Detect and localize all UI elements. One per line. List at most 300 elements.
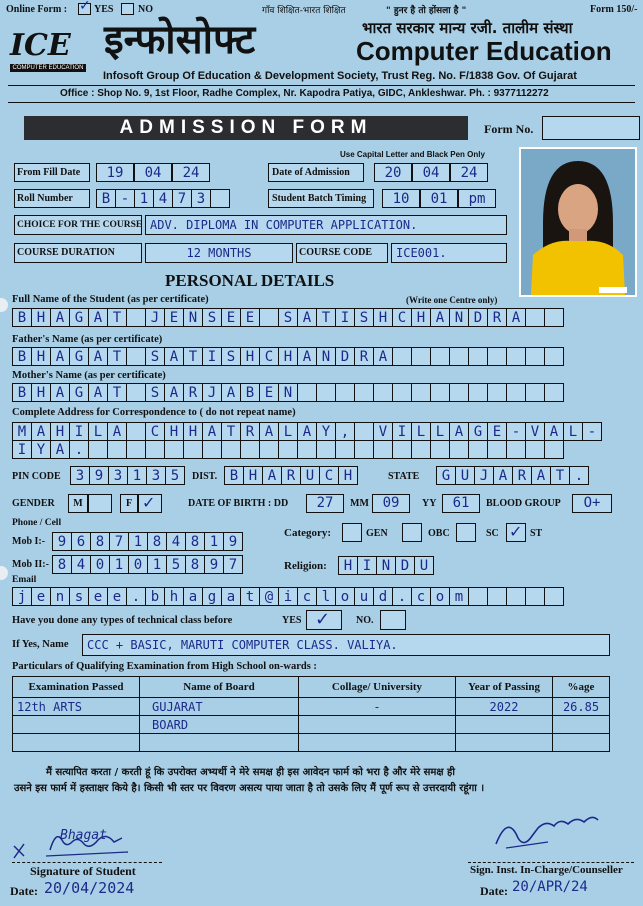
char-cell xyxy=(145,440,165,459)
course-duration-field[interactable]: 12 MONTHS xyxy=(145,243,293,263)
tech-yes-checkbox[interactable]: ✓ xyxy=(306,610,342,630)
char-cell: 9 xyxy=(89,466,109,485)
header-divider-2 xyxy=(8,102,635,103)
char-cell: L xyxy=(278,422,298,441)
char-cell: b xyxy=(145,587,165,606)
char-cell: 8 xyxy=(185,532,205,551)
char-cell xyxy=(88,440,108,459)
char-cell xyxy=(221,440,241,459)
dob-month-field[interactable]: 09 xyxy=(372,494,410,513)
religion-field[interactable] xyxy=(338,556,433,575)
char-cell: m xyxy=(449,587,469,606)
char-cell: R xyxy=(183,383,203,402)
char-cell xyxy=(430,347,450,366)
char-cell: T xyxy=(550,466,570,485)
char-cell xyxy=(202,440,222,459)
char-cell: L xyxy=(411,422,431,441)
cell-percentage[interactable] xyxy=(553,734,610,752)
char-cell: T xyxy=(221,422,241,441)
char-cell: U xyxy=(455,466,475,485)
char-cell xyxy=(544,440,564,459)
char-cell: A xyxy=(50,308,70,327)
char-cell: L xyxy=(563,422,583,441)
char-cell: A xyxy=(202,422,222,441)
personal-details-heading: PERSONAL DETAILS xyxy=(165,271,335,290)
char-cell: , xyxy=(335,422,355,441)
student-date-label: Date: xyxy=(10,884,38,898)
char-cell: H xyxy=(164,422,184,441)
form-no-label: Form No. xyxy=(484,122,534,136)
category-st-checkbox[interactable]: ✓ xyxy=(506,523,526,542)
char-cell: e xyxy=(107,587,127,606)
dob-day-field[interactable]: 27 xyxy=(306,494,344,513)
mobile-2-field[interactable] xyxy=(52,555,242,574)
char-cell xyxy=(544,587,564,606)
cell-exam[interactable] xyxy=(13,716,140,734)
char-cell: H xyxy=(31,308,51,327)
char-cell: M xyxy=(12,422,32,441)
char-cell: A xyxy=(50,440,70,459)
char-cell: 4 xyxy=(71,555,91,574)
char-cell xyxy=(164,440,184,459)
char-cell xyxy=(430,383,450,402)
online-yes-checkbox[interactable]: ✓ xyxy=(79,0,91,14)
char-cell xyxy=(354,383,374,402)
char-cell xyxy=(506,440,526,459)
cell-exam[interactable] xyxy=(13,734,140,752)
form-price: Form 150/- xyxy=(590,4,638,15)
category-obc-checkbox[interactable] xyxy=(456,523,476,542)
char-cell: l xyxy=(316,587,336,606)
char-cell xyxy=(430,440,450,459)
char-cell: J xyxy=(145,308,165,327)
char-cell: E xyxy=(240,308,260,327)
tech-yes-label: YES xyxy=(282,615,302,626)
char-cell: N xyxy=(449,308,469,327)
char-cell: . xyxy=(126,587,146,606)
char-cell xyxy=(278,440,298,459)
char-cell xyxy=(525,383,545,402)
cell-university[interactable] xyxy=(299,734,456,752)
char-cell: E xyxy=(164,308,184,327)
mobile-1-field[interactable] xyxy=(52,532,242,551)
blood-group-label: BLOOD GROUP xyxy=(486,498,561,509)
char-cell: G xyxy=(69,347,89,366)
char-cell xyxy=(525,440,545,459)
char-cell: . xyxy=(69,440,89,459)
char-cell: H xyxy=(411,308,431,327)
cell-percentage[interactable] xyxy=(553,716,610,734)
char-cell: A xyxy=(430,308,450,327)
category-obc-spacer xyxy=(402,523,422,542)
char-cell: 8 xyxy=(52,555,72,574)
dob-label: DATE OF BIRTH : DD xyxy=(188,498,289,509)
char-cell: A xyxy=(88,308,108,327)
char-cell: T xyxy=(107,308,127,327)
table-row[interactable] xyxy=(13,734,610,752)
category-sc-label: SC xyxy=(486,528,499,539)
char-cell xyxy=(335,440,355,459)
char-cell: U xyxy=(300,466,320,485)
punch-hole-bottom xyxy=(0,566,8,580)
char-cell: 1 xyxy=(204,532,224,551)
char-cell: G xyxy=(436,466,456,485)
char-cell xyxy=(392,383,412,402)
char-cell xyxy=(487,587,507,606)
student-signature-label: Signature of Student xyxy=(30,864,136,878)
char-cell: N xyxy=(278,383,298,402)
char-cell xyxy=(411,347,431,366)
char-cell: H xyxy=(31,383,51,402)
char-cell: T xyxy=(316,308,336,327)
char-cell: B xyxy=(12,308,32,327)
char-cell xyxy=(544,308,564,327)
roll-number-field[interactable]: B - 1 4 7 3 xyxy=(96,189,229,208)
char-cell xyxy=(525,308,545,327)
centre-note: (Write one Centre only) xyxy=(406,295,498,305)
punch-hole-top xyxy=(0,298,8,312)
admission-date-label: Date of Admission xyxy=(268,163,364,182)
student-photo xyxy=(519,147,637,297)
char-cell: 1 xyxy=(128,532,148,551)
gender-f-checkbox[interactable]: ✓ xyxy=(138,494,162,513)
char-cell: A xyxy=(50,383,70,402)
char-cell: T xyxy=(183,347,203,366)
char-cell: A xyxy=(506,308,526,327)
qualification-table xyxy=(12,676,610,752)
char-cell xyxy=(316,440,336,459)
char-cell xyxy=(126,383,146,402)
slogan-talent: " हुनर है तो होंसला है " xyxy=(386,6,467,16)
char-cell xyxy=(506,347,526,366)
char-cell: V xyxy=(373,422,393,441)
char-cell: A xyxy=(493,466,513,485)
char-cell xyxy=(411,383,431,402)
if-yes-field[interactable]: CCC + BASIC, MARUTI COMPUTER CLASS. VALIYA. xyxy=(82,634,610,656)
char-cell: A xyxy=(262,466,282,485)
title-english: Computer Education xyxy=(356,36,612,66)
district-label: DIST. xyxy=(192,471,218,482)
if-yes-label: If Yes, Name xyxy=(12,639,69,650)
char-cell xyxy=(354,422,374,441)
instruction-note: Use Capital Letter and Black Pen Only xyxy=(340,150,485,159)
char-cell: R xyxy=(281,466,301,485)
admission-form-title: ADMISSION FORM xyxy=(24,116,468,140)
char-cell: H xyxy=(373,308,393,327)
char-cell xyxy=(544,383,564,402)
category-label: Category: xyxy=(284,527,332,539)
mother-name-field[interactable] xyxy=(12,383,563,402)
char-cell: U xyxy=(414,556,434,575)
char-cell: S xyxy=(278,308,298,327)
address-line-1[interactable] xyxy=(12,422,601,441)
char-cell: N xyxy=(183,308,203,327)
char-cell xyxy=(126,422,146,441)
email-field[interactable] xyxy=(12,587,563,606)
char-cell: G xyxy=(69,308,89,327)
gender-label: GENDER xyxy=(12,498,55,509)
category-gen-checkbox[interactable] xyxy=(342,523,362,542)
char-cell: e xyxy=(31,587,51,606)
char-cell xyxy=(544,347,564,366)
char-cell xyxy=(487,440,507,459)
char-cell: 8 xyxy=(147,532,167,551)
char-cell xyxy=(449,383,469,402)
mm-label: MM xyxy=(350,498,369,509)
cell-exam[interactable]: 12th ARTS xyxy=(13,698,140,716)
char-cell xyxy=(240,440,260,459)
char-cell: J xyxy=(202,383,222,402)
online-form-label: Online Form : xyxy=(6,4,68,15)
char-cell xyxy=(468,347,488,366)
char-cell: 9 xyxy=(52,532,72,551)
char-cell: H xyxy=(240,347,260,366)
char-cell: 0 xyxy=(128,555,148,574)
header-divider xyxy=(8,85,635,86)
cell-year[interactable] xyxy=(456,716,553,734)
char-cell: D xyxy=(468,308,488,327)
cell-board[interactable]: BOARD xyxy=(140,716,299,734)
char-cell xyxy=(506,587,526,606)
char-cell xyxy=(297,383,317,402)
char-cell: B xyxy=(224,466,244,485)
char-cell: E xyxy=(487,422,507,441)
gender-m-label: M xyxy=(68,494,88,513)
form-no-field[interactable] xyxy=(542,116,640,140)
char-cell: V xyxy=(525,422,545,441)
char-cell: H xyxy=(338,466,358,485)
char-cell: D xyxy=(395,556,415,575)
gender-f-label: F xyxy=(120,494,138,513)
char-cell: R xyxy=(240,422,260,441)
char-cell: N xyxy=(376,556,396,575)
char-cell xyxy=(506,383,526,402)
online-yes-label: YES xyxy=(94,4,114,15)
address-label: Complete Address for Correspondence to ( do not repeat name) xyxy=(12,407,296,418)
category-gen-label: GEN xyxy=(366,528,388,539)
char-cell: S xyxy=(221,347,241,366)
char-cell: D xyxy=(335,347,355,366)
char-cell: . xyxy=(392,587,412,606)
state-label: STATE xyxy=(388,471,420,482)
char-cell: A xyxy=(373,347,393,366)
char-cell: S xyxy=(145,347,165,366)
technical-class-label: Have you done any types of technical class before xyxy=(12,615,233,626)
phone-label: Phone / Cell xyxy=(12,518,62,528)
char-cell: Y xyxy=(31,440,51,459)
email-label: Email xyxy=(12,575,37,585)
char-cell xyxy=(373,383,393,402)
char-cell: 8 xyxy=(90,532,110,551)
cell-university[interactable]: - xyxy=(299,698,456,716)
address-line-2[interactable] xyxy=(12,440,563,459)
cell-board[interactable]: GUJARAT xyxy=(140,698,299,716)
char-cell: H xyxy=(278,347,298,366)
pin-code-field[interactable] xyxy=(70,466,184,485)
char-cell xyxy=(487,383,507,402)
cell-university[interactable] xyxy=(299,716,456,734)
char-cell: A xyxy=(259,422,279,441)
char-cell xyxy=(259,440,279,459)
char-cell: C xyxy=(145,422,165,441)
char-cell: A xyxy=(297,347,317,366)
char-cell: i xyxy=(278,587,298,606)
char-cell: A xyxy=(297,422,317,441)
gender-m-checkbox[interactable] xyxy=(88,494,112,513)
char-cell: A xyxy=(50,347,70,366)
char-cell: A xyxy=(449,422,469,441)
mother-name-label: Mother's Name (as per certificate) xyxy=(12,370,166,381)
course-duration-label: COURSE DURATION xyxy=(14,243,142,263)
tech-no-label: NO. xyxy=(356,615,374,626)
society-line: Infosoft Group Of Education & Development Society, Trust Reg. No. F/1838 Gov. Of Gujarat xyxy=(103,70,577,82)
char-cell: a xyxy=(183,587,203,606)
char-cell: A xyxy=(31,422,51,441)
qualification-heading: Particulars of Qualifying Examination from High School on-wards : xyxy=(12,661,317,672)
char-cell xyxy=(449,440,469,459)
father-name-field[interactable] xyxy=(12,347,563,366)
institute-date-value: 20/APR/24 xyxy=(512,879,588,895)
char-cell: A xyxy=(88,347,108,366)
fill-date-label: From Fill Date xyxy=(14,163,90,182)
father-name-label: Father's Name (as per certificate) xyxy=(12,334,163,345)
char-cell: I xyxy=(392,422,412,441)
char-cell: T xyxy=(107,383,127,402)
char-cell: 7 xyxy=(223,555,243,574)
char-cell: H xyxy=(31,347,51,366)
char-cell: H xyxy=(338,556,358,575)
char-cell: H xyxy=(243,466,263,485)
cell-board[interactable] xyxy=(140,734,299,752)
char-cell: A xyxy=(531,466,551,485)
char-cell: 7 xyxy=(109,532,129,551)
full-name-field[interactable] xyxy=(12,308,563,327)
char-cell: L xyxy=(88,422,108,441)
category-obc-label: OBC xyxy=(428,528,450,539)
table-row[interactable] xyxy=(13,698,610,716)
course-choice-field[interactable]: ADV. DIPLOMA IN COMPUTER APPLICATION. xyxy=(145,215,507,235)
char-cell xyxy=(373,440,393,459)
fill-date-field[interactable]: 19 04 24 xyxy=(96,163,209,182)
char-cell: 5 xyxy=(166,555,186,574)
online-no-checkbox[interactable] xyxy=(121,3,134,15)
batch-timing-field[interactable]: 10 01 pm xyxy=(382,189,495,208)
char-cell xyxy=(126,347,146,366)
mobile-2-label: Mob II:- xyxy=(12,559,49,570)
student-sign-line xyxy=(12,862,162,863)
char-cell: 9 xyxy=(223,532,243,551)
blood-group-field[interactable]: O+ xyxy=(572,494,612,513)
district-field[interactable] xyxy=(224,466,357,485)
char-cell xyxy=(392,440,412,459)
char-cell xyxy=(411,440,431,459)
mobile-1-label: Mob I:- xyxy=(12,536,46,547)
char-cell: 1 xyxy=(147,555,167,574)
char-cell xyxy=(392,347,412,366)
char-cell: A xyxy=(297,308,317,327)
char-cell xyxy=(335,383,355,402)
char-cell: G xyxy=(69,383,89,402)
char-cell: A xyxy=(164,383,184,402)
char-cell xyxy=(126,308,146,327)
state-field[interactable] xyxy=(436,466,588,485)
char-cell xyxy=(525,347,545,366)
tech-no-checkbox[interactable] xyxy=(380,610,406,630)
char-cell: 4 xyxy=(166,532,186,551)
cell-year[interactable]: 2022 xyxy=(456,698,553,716)
char-cell: 1 xyxy=(127,466,147,485)
course-code-field[interactable]: ICE001. xyxy=(391,243,507,263)
char-cell: h xyxy=(164,587,184,606)
cell-percentage[interactable]: 26.85 xyxy=(553,698,610,716)
roll-number-label: Roll Number xyxy=(14,189,90,208)
char-cell: S xyxy=(354,308,374,327)
char-cell xyxy=(354,440,374,459)
slogan-village: गाँव शिक्षित-भारत शिक्षित xyxy=(262,6,346,16)
char-cell xyxy=(297,440,317,459)
char-cell: 5 xyxy=(165,466,185,485)
char-cell: A xyxy=(221,383,241,402)
char-cell: 9 xyxy=(204,555,224,574)
institute-date-label: Date: xyxy=(480,884,508,898)
char-cell xyxy=(183,440,203,459)
char-cell: 1 xyxy=(109,555,129,574)
institute-signature-label: Sign. Inst. In-Charge/Counseller xyxy=(470,864,623,876)
char-cell: H xyxy=(183,422,203,441)
char-cell: t xyxy=(240,587,260,606)
dob-year-field[interactable]: 61 xyxy=(442,494,480,513)
student-signature: Bhagat xyxy=(10,826,150,862)
admission-date-field[interactable]: 20 04 24 xyxy=(374,163,487,182)
char-cell: S xyxy=(202,308,222,327)
category-st-label: ST xyxy=(530,528,543,539)
col-exam: Examination Passed xyxy=(13,677,140,698)
char-cell: @ xyxy=(259,587,279,606)
char-cell: R xyxy=(487,308,507,327)
char-cell: 0 xyxy=(90,555,110,574)
char-cell: C xyxy=(259,347,279,366)
office-address: Office : Shop No. 9, 1st Floor, Radhe Complex, Nr. Kapodra Patiya, GIDC, Ankleshwar. Ph. : 9377112272 xyxy=(60,88,549,99)
char-cell xyxy=(468,383,488,402)
char-cell: G xyxy=(468,422,488,441)
char-cell: I xyxy=(202,347,222,366)
institute-signature xyxy=(488,808,608,858)
char-cell: - xyxy=(506,422,526,441)
char-cell: I xyxy=(357,556,377,575)
table-row[interactable] xyxy=(13,716,610,734)
char-cell: I xyxy=(69,422,89,441)
char-cell: 3 xyxy=(146,466,166,485)
char-cell: c xyxy=(297,587,317,606)
char-cell: J xyxy=(474,466,494,485)
char-cell: 3 xyxy=(108,466,128,485)
char-cell: j xyxy=(12,587,32,606)
course-choice-label: CHOICE FOR THE COURSE xyxy=(14,215,142,235)
char-cell xyxy=(107,440,127,459)
char-cell: B xyxy=(240,383,260,402)
course-code-label: COURSE CODE xyxy=(296,243,388,263)
cell-year[interactable] xyxy=(456,734,553,752)
char-cell xyxy=(487,347,507,366)
char-cell: u xyxy=(354,587,374,606)
pin-code-label: PIN CODE xyxy=(12,471,61,482)
char-cell: Y xyxy=(316,422,336,441)
char-cell xyxy=(525,587,545,606)
char-cell: I xyxy=(12,440,32,459)
char-cell: 8 xyxy=(185,555,205,574)
full-name-label: Full Name of the Student (as per certificate) xyxy=(12,294,209,305)
char-cell xyxy=(259,308,279,327)
